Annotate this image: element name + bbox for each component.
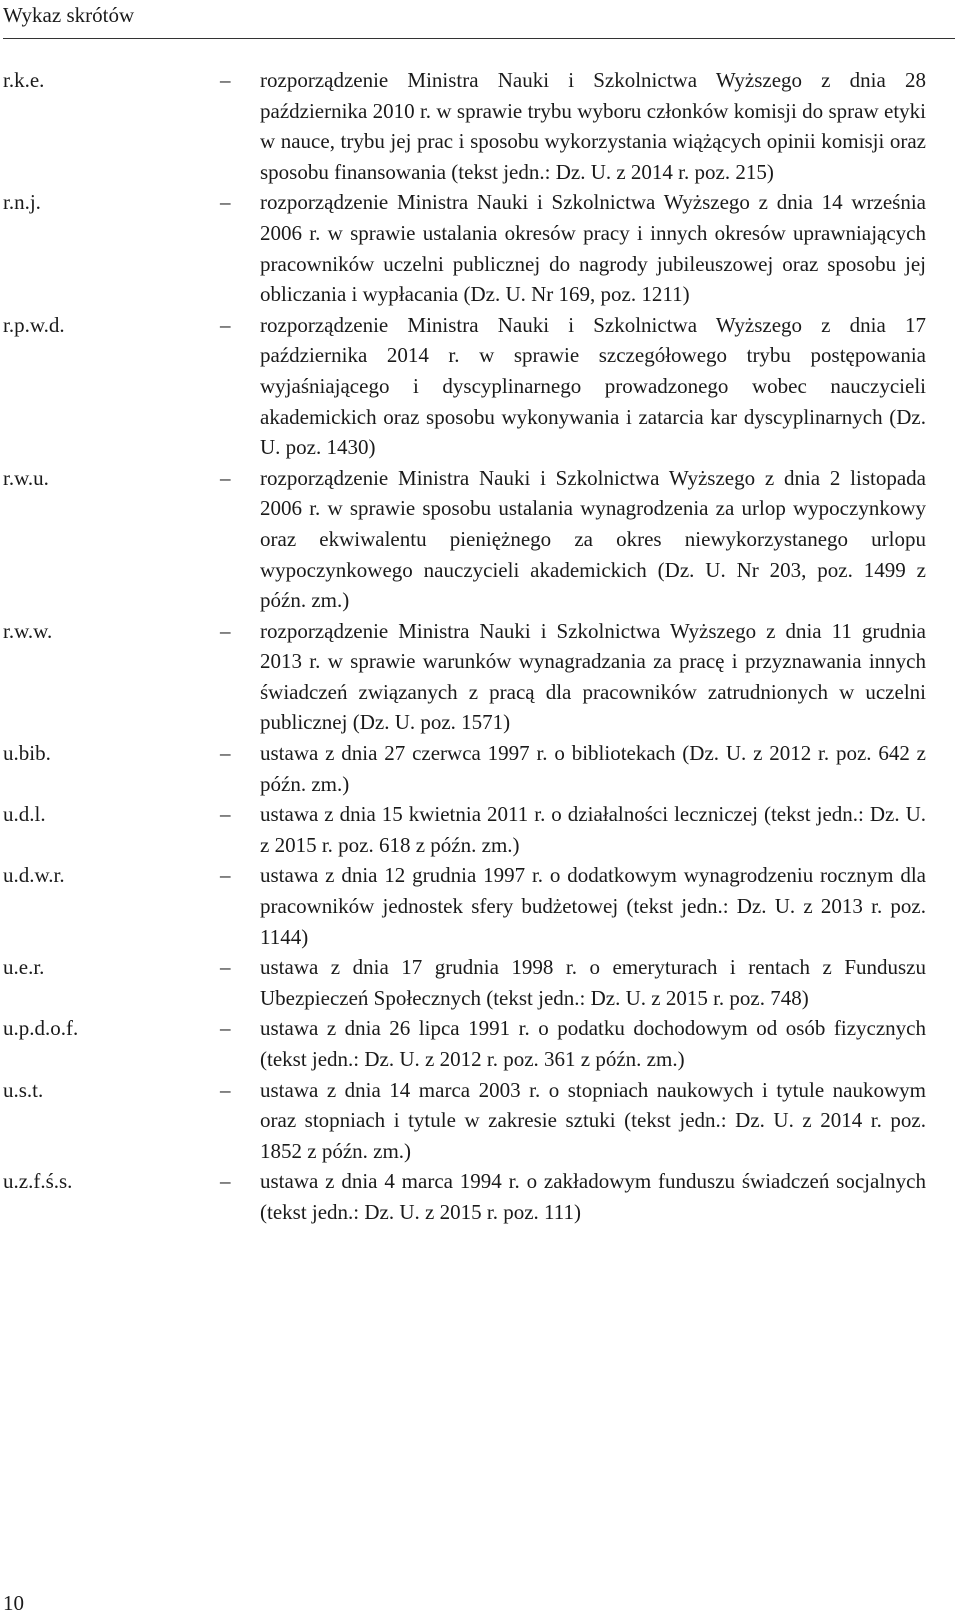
abbreviation-term: r.p.w.d.: [3, 312, 65, 337]
abbreviation-term: u.bib.: [3, 741, 51, 766]
entry-dash: –: [220, 618, 231, 643]
section-title: Wykaz skrótów: [3, 3, 135, 27]
abbreviation-term: u.d.w.r.: [3, 863, 65, 888]
abbreviation-term: u.e.r.: [3, 955, 45, 980]
abbreviation-entry: [0, 463, 960, 616]
abbreviation-term: r.k.e.: [3, 68, 45, 92]
abbreviation-definition: rozporządzenie Ministra Nauki i Szkolnictwa Wyższego z dnia 17 października 2014 r. w sprawie szczegółowego trybu postępowania wyjaśniającego i dyscyplinarnego prowadzonego wobec nauczycieli akademickich oraz sposobu wykonywania i zatarcia kar dyscyplinarnych (Dz. U. poz. 1430): [260, 312, 926, 460]
entry-dash: –: [220, 465, 231, 490]
entry-dash: –: [220, 68, 231, 92]
abbreviation-list: [0, 65, 960, 1228]
abbreviation-definition: ustawa z dnia 12 grudnia 1997 r. o dodatkowym wynagrodzeniu rocznym dla pracowników jednostek sfery budżetowej (tekst jedn.: Dz. U. z 2013 r. poz. 1144): [260, 863, 926, 949]
entry-dash: –: [220, 190, 231, 215]
entry-dash: –: [220, 1169, 231, 1194]
entry-dash: –: [220, 1016, 231, 1041]
entry-dash: –: [220, 1077, 231, 1102]
abbreviation-definition: ustawa z dnia 17 grudnia 1998 r. o emeryturach i rentach z Funduszu Ubezpieczeń Społecznych (tekst jedn.: Dz. U. z 2015 r. poz. 748): [260, 955, 926, 1010]
abbreviation-term: r.n.j.: [3, 190, 41, 215]
entry-dash: –: [220, 955, 231, 980]
entry-dash: –: [220, 312, 231, 337]
entry-dash: –: [220, 741, 231, 766]
abbreviation-entry: [0, 616, 960, 738]
abbreviation-entry: [0, 799, 960, 860]
abbreviation-definition: rozporządzenie Ministra Nauki i Szkolnictwa Wyższego z dnia 2 listopada 2006 r. w sprawie sposobu ustalania wynagrodzenia za urlop wypoczynkowy oraz ekwiwalentu pieniężnego za okres niewykorzystanego urlopu wypoczynkowego nauczycieli akademickich (Dz. U. Nr 203, poz. 1499 z późn. zm.): [260, 465, 926, 613]
abbreviation-term: u.z.f.ś.s.: [3, 1169, 73, 1194]
abbreviation-term: u.p.d.o.f.: [3, 1016, 79, 1041]
abbreviation-entry: [0, 952, 960, 1013]
abbreviation-definition: ustawa z dnia 26 lipca 1991 r. o podatku dochodowym od osób fizycznych (tekst jedn.: Dz. U. z 2012 r. poz. 361 z późn. zm.): [260, 1016, 926, 1071]
abbreviation-definition: rozporządzenie Ministra Nauki i Szkolnictwa Wyższego z dnia 28 października 2010 r. w sprawie trybu wyboru członków komisji do spraw etyki w nauce, trybu jej prac i sposobu wykorzystania wiążących opinii komisji oraz sposobu finansowania (tekst jedn.: Dz. U. z 2014 r. poz. 215): [260, 68, 926, 184]
entry-dash: –: [220, 802, 231, 827]
abbreviation-entry: [0, 65, 960, 187]
abbreviation-term: u.s.t.: [3, 1077, 44, 1102]
abbreviation-definition: rozporządzenie Ministra Nauki i Szkolnictwa Wyższego z dnia 11 grudnia 2013 r. w sprawie warunków wynagradzania za pracę i przyznawania innych świadczeń związanych z pracą dla pracowników zatrudnionych w uczelni publicznej (Dz. U. poz. 1571): [260, 618, 926, 735]
abbreviation-definition: ustawa z dnia 27 czerwca 1997 r. o bibliotekach (Dz. U. z 2012 r. poz. 642 z późn. zm.): [260, 741, 926, 796]
page-number: 10: [3, 1591, 24, 1615]
abbreviation-entry: [0, 1013, 960, 1074]
abbreviation-term: r.w.u.: [3, 465, 49, 490]
abbreviation-entry: [0, 860, 960, 952]
abbreviation-entry: [0, 738, 960, 799]
abbreviation-entry: [0, 187, 960, 309]
page-header: [3, 0, 955, 39]
abbreviation-entry: [0, 310, 960, 463]
abbreviation-definition: ustawa z dnia 4 marca 1994 r. o zakładowym funduszu świadczeń socjalnych (tekst jedn.: Dz. U. z 2015 r. poz. 111): [260, 1169, 926, 1224]
abbreviation-term: r.w.w.: [3, 618, 53, 643]
abbreviation-definition: ustawa z dnia 14 marca 2003 r. o stopniach naukowych i tytule naukowym oraz stopniach i tytule w zakresie sztuki (tekst jedn.: Dz. U. z 2014 r. poz. 1852 z późn. zm.): [260, 1077, 926, 1163]
abbreviation-definition: rozporządzenie Ministra Nauki i Szkolnictwa Wyższego z dnia 14 września 2006 r. w sprawie ustalania okresów pracy i innych okresów uprawniających pracowników uczelni publicznej do nagrody jubileuszowej oraz sposobu jej obliczania i wypłacania (Dz. U. Nr 169, poz. 1211): [260, 190, 926, 307]
abbreviation-term: u.d.l.: [3, 802, 46, 827]
abbreviation-definition: ustawa z dnia 15 kwietnia 2011 r. o działalności leczniczej (tekst jedn.: Dz. U. z 2015 r. poz. 618 z późn. zm.): [260, 802, 926, 857]
abbreviation-entry: [0, 1166, 960, 1227]
abbreviation-entry: [0, 1075, 960, 1167]
entry-dash: –: [220, 863, 231, 888]
